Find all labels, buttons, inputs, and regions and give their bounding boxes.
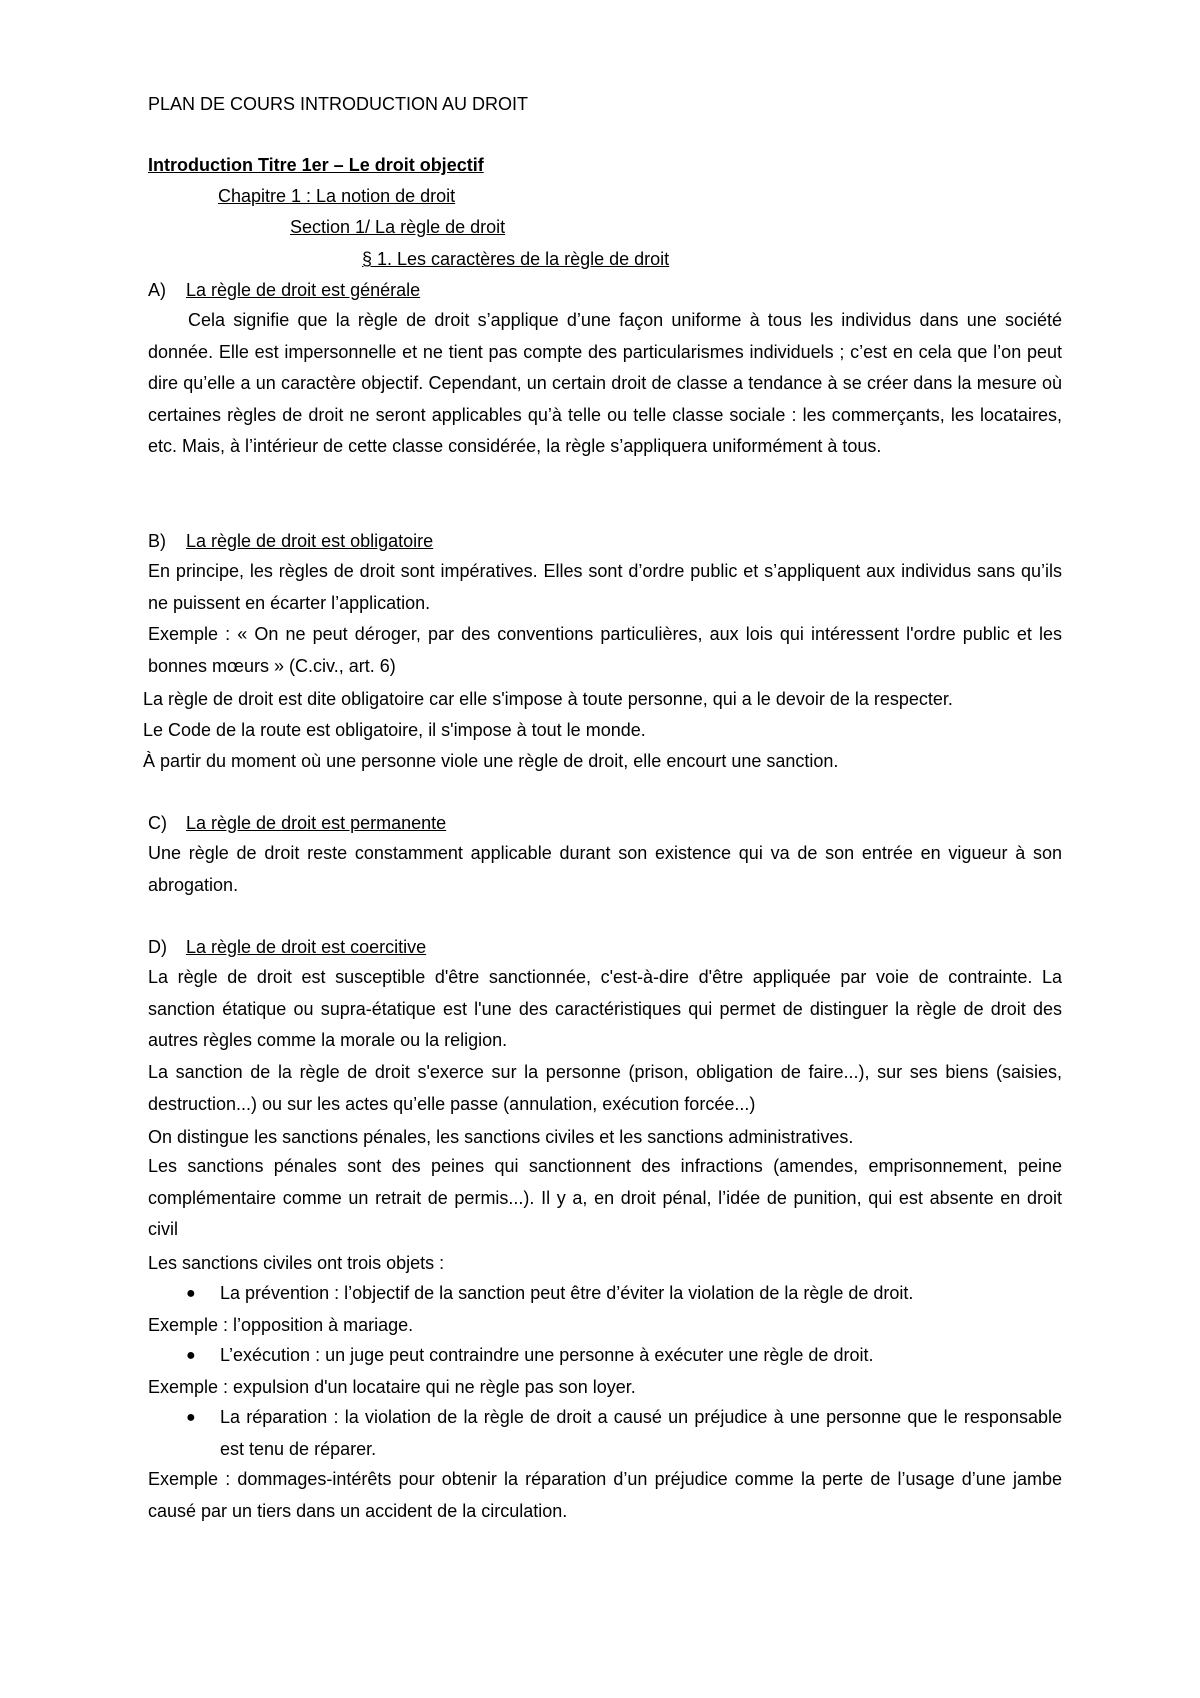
subsection-a-title: La règle de droit est générale xyxy=(186,280,421,300)
subsection-d-title: La règle de droit est coercitive xyxy=(186,937,427,957)
subsection-a-heading xyxy=(148,279,420,301)
bullet-item-prevention: La prévention : l’objectif de la sanction peut être d’éviter la violation de la règle de droit. xyxy=(220,1283,914,1303)
subsection-d-paragraph-2: La sanction de la règle de droit s'exerce sur la personne (prison, obligation de faire...), sur ses biens (saisies, destruction...) ou sur les actes qu’elle passe (annulation, exécution forcée...) xyxy=(148,1062,1062,1114)
subsection-b-paragraph-1: En principe, les règles de droit sont impératives. Elles sont d’ordre public et s’appliquent aux individus sans qu’ils ne puissent en écarter l’application. xyxy=(148,561,1062,613)
subsection-a-text: Cela signifie que la règle de droit s’applique d’une façon uniforme à tous les individus dans une société donnée. Elle est impersonnelle et ne tient pas compte des particularismes individuels ; c’est en cela que l’on peut dire qu’elle a un caractère objectif. Cependant, un certain droit de classe a tendance à se créer dans la mesure où certaines règles de droit ne seront applicables qu’à telle ou telle classe sociale : les commerçants, les locataires, etc. Mais, à l’intérieur de cette classe considérée, la règle s’appliquera uniformément à tous. xyxy=(148,310,1062,456)
subsection-c-marker: C) xyxy=(148,813,167,833)
subsection-b-title: La règle de droit est obligatoire xyxy=(186,531,434,551)
subsection-b-example: Exemple : « On ne peut déroger, par des conventions particulières, aux lois qui intéressent l'ordre public et les bonnes mœurs » (C.civ., art. 6) xyxy=(148,624,1062,676)
section-heading: Section 1/ La règle de droit xyxy=(290,217,506,237)
subsection-d-paragraph-1: La règle de droit est susceptible d'être sanctionnée, c'est-à-dire d'être appliquée par voie de contrainte. La sanction étatique ou supra-étatique est l'une des caractéristiques qui permet de distinguer la règle de droit des autres règles comme la morale ou la religion. xyxy=(148,967,1062,1050)
bullet-item-reparation: La réparation : la violation de la règle de droit a causé un préjudice à une personne que le responsable est tenu de réparer. xyxy=(220,1407,1062,1459)
main-heading: Introduction Titre 1er – Le droit objectif xyxy=(148,155,484,175)
subsection-b-paragraph-3: Le Code de la route est obligatoire, il s'impose à tout le monde. xyxy=(143,720,646,740)
chapter-heading: Chapitre 1 : La notion de droit xyxy=(218,186,456,206)
bullet-icon: ● xyxy=(186,1409,196,1426)
subsection-c-heading xyxy=(148,812,446,834)
subsection-b-marker: B) xyxy=(148,531,166,551)
subsection-d-heading xyxy=(148,936,426,958)
subsection-d-marker: D) xyxy=(148,937,167,957)
subsection-b-paragraph-2: La règle de droit est dite obligatoire car elle s'impose à toute personne, qui a le devoir de la respecter. xyxy=(143,689,953,709)
subsection-d-paragraph-4: Les sanctions pénales sont des peines qui sanctionnent des infractions (amendes, emprisonnement, peine complémentaire comme un retrait de permis...). Il y a, en droit pénal, l’idée de punition, qui est absente en droit civil xyxy=(148,1156,1062,1239)
subsection-d-paragraph-5: Les sanctions civiles ont trois objets : xyxy=(148,1253,445,1273)
subsection-c-paragraph: Une règle de droit reste constamment applicable durant son existence qui va de son entrée en vigueur à son abrogation. xyxy=(148,843,1062,895)
subsection-b-paragraph-4: À partir du moment où une personne viole une règle de droit, elle encourt une sanction. xyxy=(143,751,839,771)
bullet-icon: ● xyxy=(186,1347,196,1364)
paragraph-heading: § 1. Les caractères de la règle de droit xyxy=(362,249,670,269)
document-title: PLAN DE COURS INTRODUCTION AU DROIT xyxy=(148,94,529,114)
subsection-b-heading xyxy=(148,530,433,552)
bullet-example-reparation: Exemple : dommages-intérêts pour obtenir la réparation d’un préjudice comme la perte de l’usage d’une jambe causé par un tiers dans un accident de la circulation. xyxy=(148,1469,1062,1521)
bullet-example-execution: Exemple : expulsion d'un locataire qui ne règle pas son loyer. xyxy=(148,1377,636,1397)
bullet-item-execution: L’exécution : un juge peut contraindre une personne à exécuter une règle de droit. xyxy=(220,1345,874,1365)
subsection-a-marker: A) xyxy=(148,280,166,300)
bullet-example-prevention: Exemple : l’opposition à mariage. xyxy=(148,1315,414,1335)
subsection-c-title: La règle de droit est permanente xyxy=(186,813,447,833)
subsection-d-paragraph-3: On distingue les sanctions pénales, les sanctions civiles et les sanctions administratives. xyxy=(148,1127,854,1147)
bullet-icon: ● xyxy=(186,1285,196,1302)
